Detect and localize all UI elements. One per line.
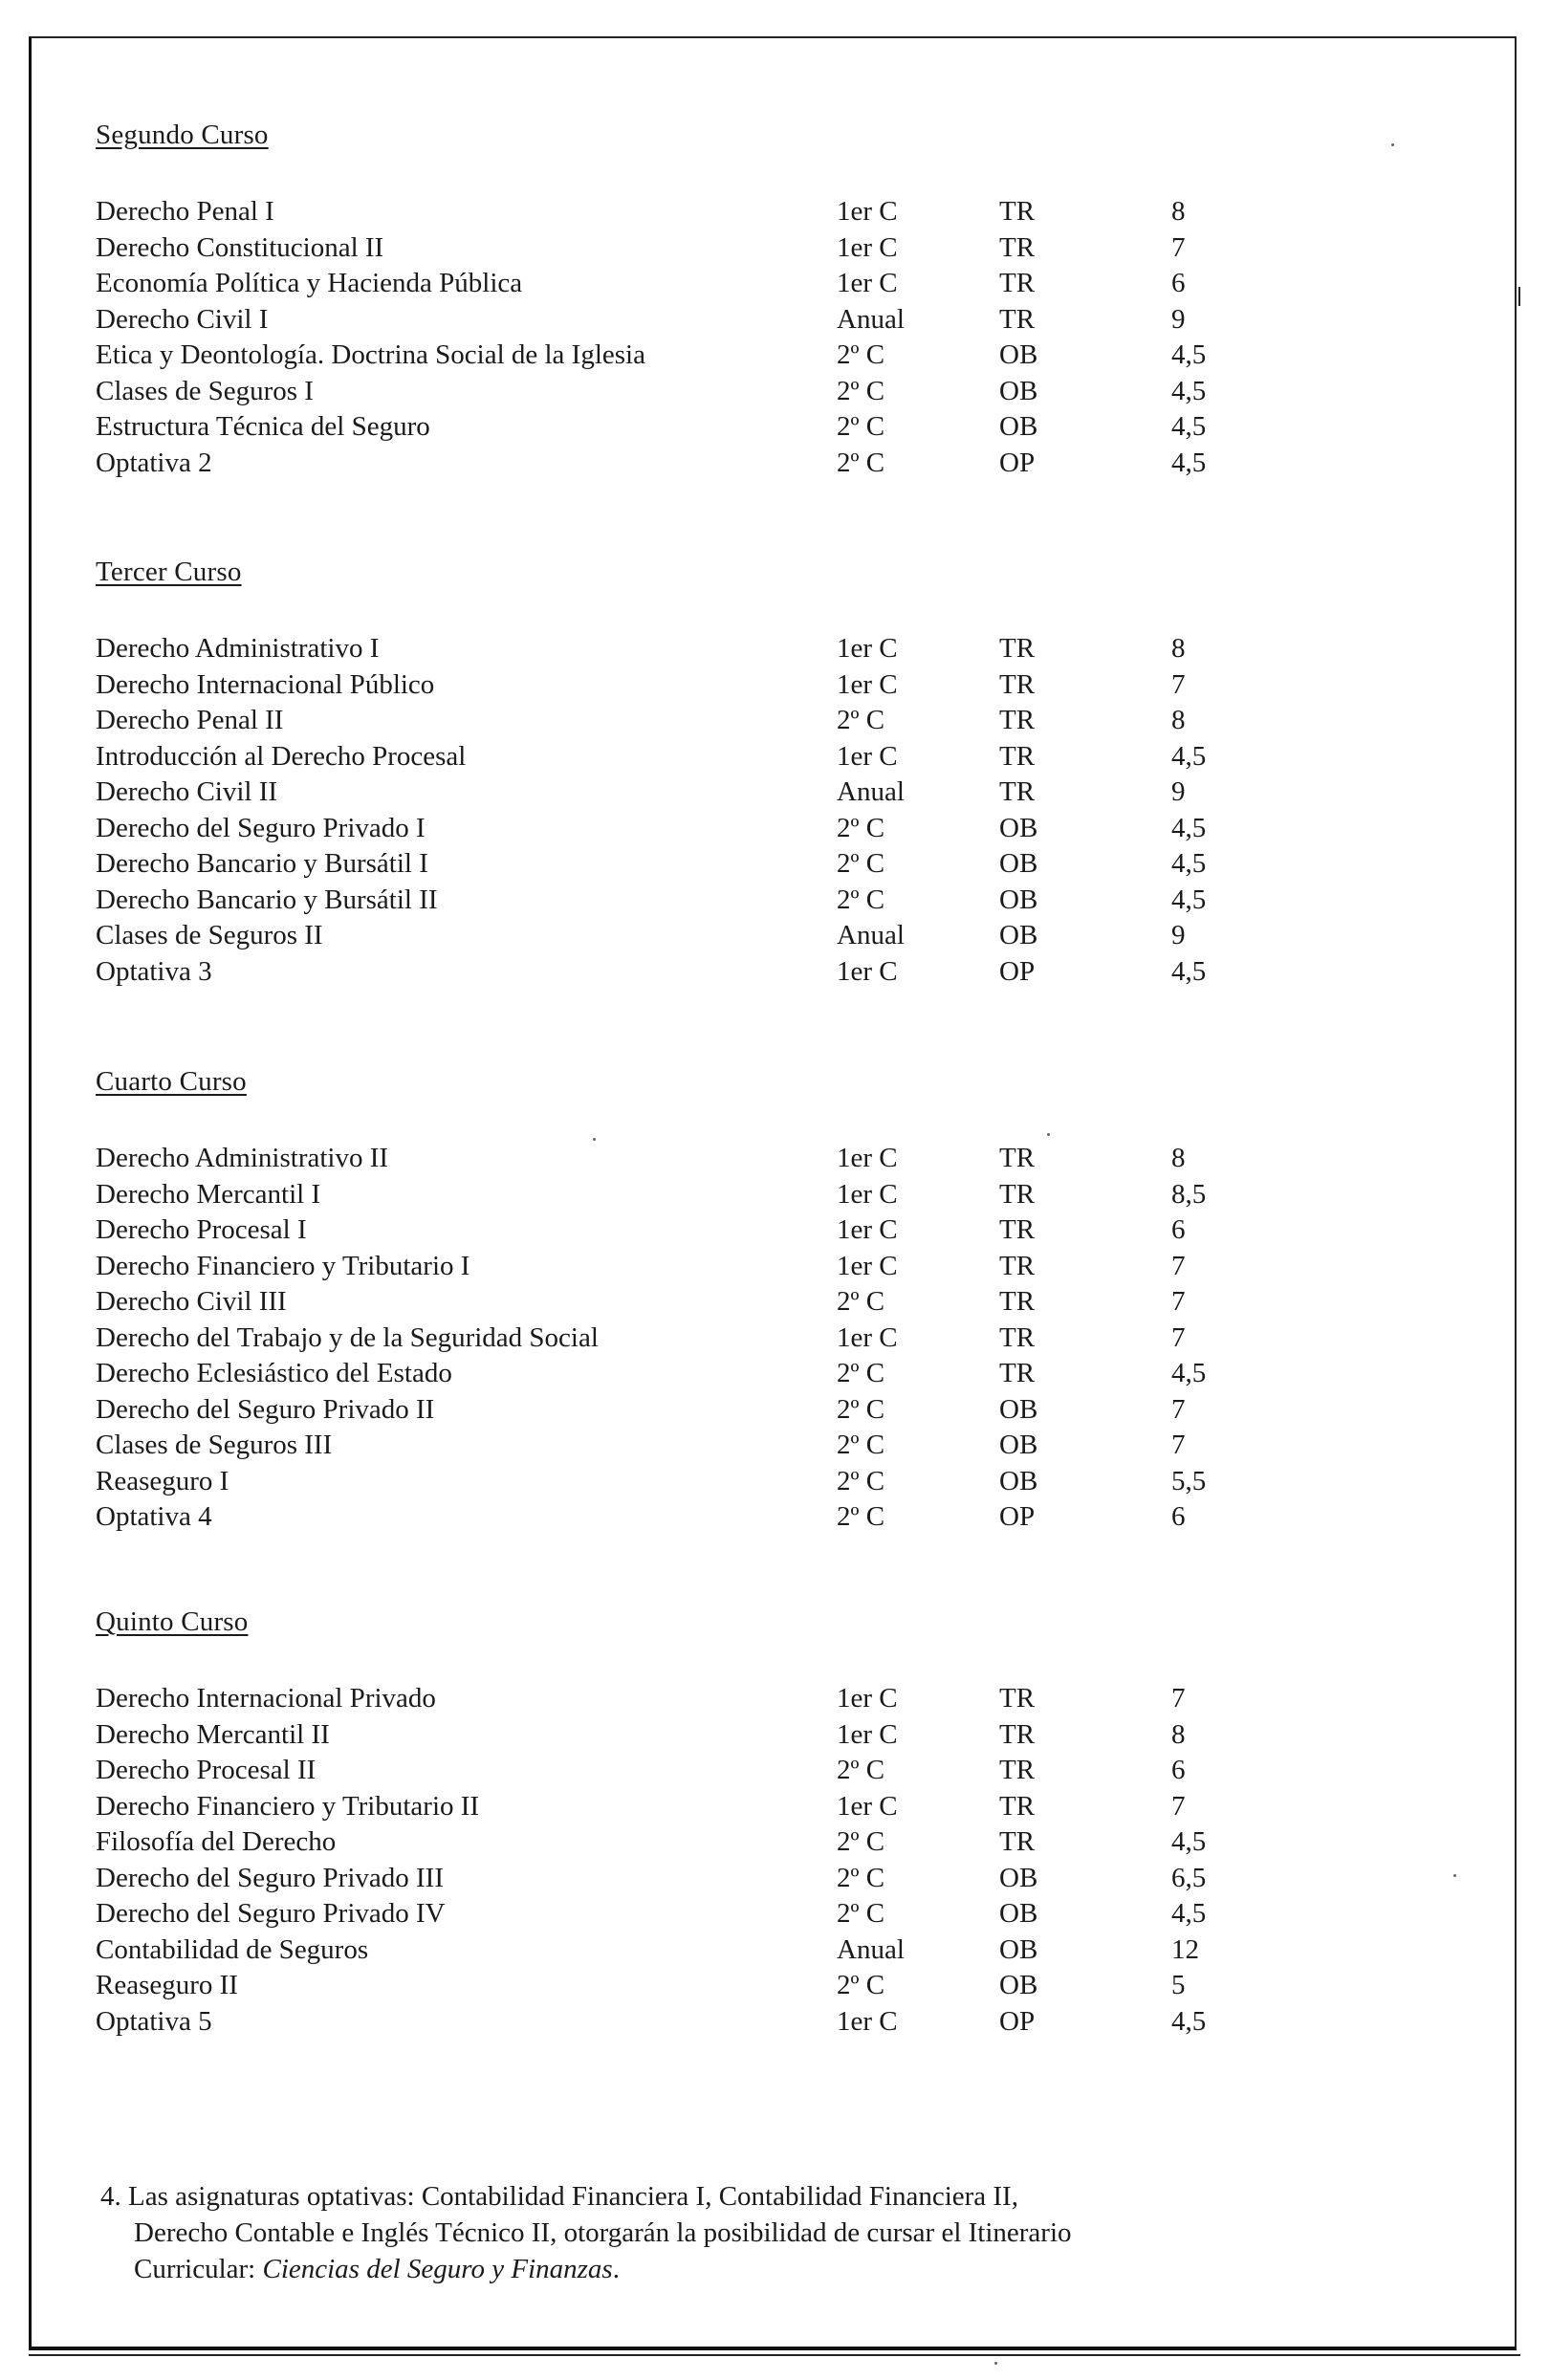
course-row	[0, 848, 1339, 884]
course-row	[0, 813, 1339, 849]
course-credits: 4,5	[1171, 1826, 1207, 1857]
course-subject: Derecho del Seguro Privado III	[96, 1862, 444, 1893]
section-title: Segundo Curso	[96, 120, 269, 150]
course-row	[0, 1179, 1339, 1215]
course-type: OB	[999, 920, 1038, 950]
course-row	[0, 1863, 1339, 1899]
course-type: TR	[999, 303, 1036, 335]
course-period: 2º C	[837, 1430, 885, 1460]
course-credits: 7	[1171, 1430, 1186, 1460]
course-period: 2º C	[837, 447, 885, 478]
course-row	[0, 1501, 1339, 1538]
course-subject: Derecho del Seguro Privado II	[96, 1393, 435, 1425]
course-period: 2º C	[837, 411, 885, 442]
course-credits: 4,5	[1171, 884, 1207, 915]
course-period: 1er C	[837, 196, 898, 227]
course-period: 1er C	[837, 231, 898, 263]
course-type: TR	[999, 705, 1036, 735]
course-row	[0, 1826, 1339, 1863]
course-credits: 4,5	[1171, 1898, 1207, 1929]
course-type: OB	[999, 375, 1038, 406]
course-subject: Derecho del Seguro Privado IV	[96, 1898, 446, 1929]
course-period: 2º C	[837, 884, 885, 915]
course-credits: 4,5	[1171, 339, 1207, 370]
course-period: 2º C	[837, 1970, 885, 2000]
course-type: OP	[999, 955, 1036, 987]
course-subject: Derecho Civil III	[96, 1286, 287, 1317]
course-subject: Derecho Eclesiástico del Estado	[96, 1358, 452, 1388]
course-type: TR	[999, 1178, 1036, 1210]
course-row	[0, 633, 1339, 669]
course-credits: 8	[1171, 633, 1186, 664]
course-type: TR	[999, 1790, 1036, 1822]
course-type: TR	[999, 231, 1036, 263]
course-credits: 7	[1171, 231, 1186, 263]
course-period: 2º C	[837, 705, 885, 735]
course-row	[0, 920, 1339, 956]
course-period: 2º C	[837, 848, 885, 879]
course-period: 2º C	[837, 1898, 885, 1929]
course-row	[0, 1286, 1339, 1322]
course-row	[0, 1322, 1339, 1359]
course-type: OB	[999, 884, 1038, 915]
course-credits: 9	[1171, 920, 1186, 950]
course-type: TR	[999, 668, 1036, 700]
course-type: OP	[999, 1501, 1036, 1532]
course-period: 2º C	[837, 812, 885, 843]
course-credits: 12	[1171, 1933, 1199, 1965]
course-subject: Derecho Penal II	[96, 705, 284, 735]
course-credits: 4,5	[1171, 955, 1207, 987]
course-type: TR	[999, 776, 1036, 807]
course-type: OP	[999, 2005, 1036, 2037]
course-row	[0, 1430, 1339, 1466]
course-credits: 7	[1171, 1286, 1186, 1317]
course-row	[0, 411, 1339, 448]
footnote-line-3-prefix: Curricular:	[134, 2254, 263, 2284]
course-subject: Derecho Administrativo I	[96, 633, 380, 664]
course-row	[0, 304, 1339, 340]
course-credits: 8,5	[1171, 1178, 1207, 1210]
scan-speck	[994, 2362, 997, 2365]
footnote-line-1: 4. Las asignaturas optativas: Contabilidad Financiera I, Contabilidad Financiera II,	[100, 2181, 1018, 2212]
scan-speck	[1047, 1133, 1050, 1136]
course-credits: 7	[1171, 668, 1186, 700]
course-credits: 4,5	[1171, 848, 1207, 879]
course-credits: 7	[1171, 1250, 1186, 1281]
course-credits: 9	[1171, 776, 1186, 807]
course-credits: 4,5	[1171, 740, 1207, 772]
course-subject: Derecho Administrativo II	[96, 1143, 389, 1173]
footnote	[100, 2178, 1248, 2287]
course-row	[0, 956, 1339, 993]
course-period: 1er C	[837, 2005, 898, 2037]
course-subject: Clases de Seguros I	[96, 375, 314, 406]
course-period: 1er C	[837, 668, 898, 700]
course-row	[0, 1143, 1339, 1179]
course-credits: 6	[1171, 1501, 1186, 1532]
course-subject: Derecho Financiero y Tributario II	[96, 1790, 480, 1822]
course-row	[0, 1466, 1339, 1502]
course-type: TR	[999, 268, 1036, 298]
course-type: TR	[999, 740, 1036, 772]
course-type: OB	[999, 1970, 1038, 2000]
scan-speck	[593, 1138, 596, 1141]
course-subject: Derecho Financiero y Tributario I	[96, 1250, 470, 1281]
course-row	[0, 196, 1339, 232]
course-row	[0, 741, 1339, 777]
section-title: Tercer Curso	[96, 557, 242, 587]
section-title: Quinto Curso	[96, 1606, 249, 1637]
course-row	[0, 1358, 1339, 1394]
course-row	[0, 776, 1339, 813]
footnote-line-3-suffix: .	[612, 2254, 620, 2284]
course-type: OB	[999, 1393, 1038, 1425]
course-period: 1er C	[837, 633, 898, 664]
course-subject: Estructura Técnica del Seguro	[96, 411, 430, 442]
course-period: 1er C	[837, 1790, 898, 1822]
course-subject: Optativa 4	[96, 1501, 212, 1532]
course-credits: 4,5	[1171, 447, 1207, 478]
course-subject: Derecho Bancario y Bursátil I	[96, 848, 428, 879]
course-subject: Derecho del Seguro Privado I	[96, 812, 426, 843]
footnote-line-3	[100, 2251, 1248, 2287]
course-period: 2º C	[837, 1501, 885, 1532]
course-credits: 8	[1171, 196, 1186, 227]
course-subject: Etica y Deontología. Doctrina Social de la Iglesia	[96, 339, 645, 370]
course-subject: Derecho Civil I	[96, 303, 269, 335]
course-credits: 8	[1171, 1718, 1186, 1750]
scan-speck	[1453, 1874, 1456, 1877]
course-credits: 4,5	[1171, 375, 1207, 406]
course-row	[0, 884, 1339, 921]
course-period: 1er C	[837, 1718, 898, 1750]
course-period: 1er C	[837, 268, 898, 298]
section-title: Cuarto Curso	[96, 1066, 247, 1097]
course-subject: Derecho Bancario y Bursátil II	[96, 884, 438, 915]
course-type: TR	[999, 1214, 1036, 1245]
course-row	[0, 705, 1339, 741]
course-credits: 4,5	[1171, 812, 1207, 843]
course-credits: 4,5	[1171, 1358, 1207, 1388]
course-row	[0, 339, 1339, 376]
course-period: 2º C	[837, 1358, 885, 1388]
course-subject: Derecho Civil II	[96, 776, 278, 807]
course-type: TR	[999, 1826, 1036, 1857]
course-period: 1er C	[837, 1683, 898, 1714]
course-period: 1er C	[837, 955, 898, 987]
course-row	[0, 1970, 1339, 2006]
course-type: TR	[999, 1358, 1036, 1388]
course-subject: Derecho del Trabajo y de la Seguridad Social	[96, 1321, 599, 1353]
course-credits: 4,5	[1171, 411, 1207, 442]
course-credits: 5	[1171, 1970, 1186, 2000]
course-type: OB	[999, 1862, 1038, 1893]
course-type: OB	[999, 1898, 1038, 1929]
course-type: OB	[999, 1933, 1038, 1965]
course-type: TR	[999, 1143, 1036, 1173]
course-subject: Derecho Mercantil I	[96, 1178, 321, 1210]
course-period: 1er C	[837, 1214, 898, 1245]
course-credits: 8	[1171, 705, 1186, 735]
course-type: TR	[999, 1755, 1036, 1785]
course-subject: Derecho Internacional Privado	[96, 1683, 436, 1714]
bottom-rule	[29, 2354, 1520, 2356]
course-type: OB	[999, 812, 1038, 843]
course-credits: 7	[1171, 1393, 1186, 1425]
course-period: 1er C	[837, 740, 898, 772]
course-type: TR	[999, 1250, 1036, 1281]
right-edge-mark	[1518, 287, 1520, 306]
course-row	[0, 448, 1339, 484]
footnote-line-2: Derecho Contable e Inglés Técnico II, otorgarán la posibilidad de cursar el Itinerario	[134, 2217, 1072, 2248]
course-type: TR	[999, 1718, 1036, 1750]
course-type: TR	[999, 196, 1036, 227]
course-subject: Derecho Procesal I	[96, 1214, 307, 1245]
course-period: Anual	[837, 920, 905, 950]
course-row	[0, 376, 1339, 412]
course-period: 2º C	[837, 1393, 885, 1425]
course-credits: 7	[1171, 1683, 1186, 1714]
course-credits: 6	[1171, 1214, 1186, 1245]
course-period: 2º C	[837, 1465, 885, 1496]
course-subject: Derecho Penal I	[96, 196, 274, 227]
course-credits: 8	[1171, 1143, 1186, 1173]
course-row	[0, 1719, 1339, 1756]
course-period: Anual	[837, 1933, 905, 1965]
course-subject: Reaseguro I	[96, 1465, 229, 1496]
course-period: 2º C	[837, 339, 885, 370]
course-row	[0, 1683, 1339, 1719]
course-row	[0, 1898, 1339, 1934]
course-period: 2º C	[837, 375, 885, 406]
course-type: OB	[999, 848, 1038, 879]
course-row	[0, 1755, 1339, 1791]
course-row	[0, 1251, 1339, 1287]
scan-speck	[1391, 143, 1394, 146]
course-subject: Introducción al Derecho Procesal	[96, 740, 467, 772]
course-type: TR	[999, 1286, 1036, 1317]
course-row	[0, 1214, 1339, 1251]
course-subject: Optativa 5	[96, 2005, 212, 2037]
course-credits: 6	[1171, 1755, 1186, 1785]
course-period: Anual	[837, 303, 905, 335]
course-period: 1er C	[837, 1143, 898, 1173]
course-type: TR	[999, 1683, 1036, 1714]
course-type: TR	[999, 1321, 1036, 1353]
course-credits: 9	[1171, 303, 1186, 335]
course-credits: 4,5	[1171, 2005, 1207, 2037]
course-period: Anual	[837, 776, 905, 807]
course-row	[0, 268, 1339, 304]
course-type: OP	[999, 447, 1036, 478]
course-type: TR	[999, 633, 1036, 664]
course-subject: Clases de Seguros II	[96, 920, 323, 950]
course-type: OB	[999, 1430, 1038, 1460]
course-credits: 6,5	[1171, 1862, 1207, 1893]
course-subject: Derecho Internacional Público	[96, 668, 435, 700]
course-period: 2º C	[837, 1826, 885, 1857]
course-period: 2º C	[837, 1755, 885, 1785]
course-subject: Reaseguro II	[96, 1970, 238, 2000]
course-subject: Contabilidad de Seguros	[96, 1933, 369, 1965]
course-subject: Derecho Constitucional II	[96, 231, 384, 263]
course-type: OB	[999, 339, 1038, 370]
course-subject: Derecho Procesal II	[96, 1755, 317, 1785]
course-credits: 5,5	[1171, 1465, 1207, 1496]
course-row	[0, 1394, 1339, 1430]
course-row	[0, 1934, 1339, 1971]
course-type: OB	[999, 411, 1038, 442]
course-subject: Derecho Mercantil II	[96, 1718, 330, 1750]
course-row	[0, 669, 1339, 706]
itinerary-name: Ciencias del Seguro y Finanzas	[262, 2254, 613, 2284]
course-period: 1er C	[837, 1178, 898, 1210]
course-period: 2º C	[837, 1862, 885, 1893]
course-subject: Economía Política y Hacienda Pública	[96, 268, 523, 298]
course-credits: 7	[1171, 1321, 1186, 1353]
course-row	[0, 2006, 1339, 2042]
course-row	[0, 1791, 1339, 1827]
course-subject: Filosofía del Derecho	[96, 1826, 337, 1857]
course-subject: Optativa 2	[96, 447, 212, 478]
course-period: 1er C	[837, 1250, 898, 1281]
course-credits: 7	[1171, 1790, 1186, 1822]
course-period: 1er C	[837, 1321, 898, 1353]
course-subject: Clases de Seguros III	[96, 1430, 333, 1460]
course-period: 2º C	[837, 1286, 885, 1317]
course-credits: 6	[1171, 268, 1186, 298]
course-row	[0, 232, 1339, 269]
course-subject: Optativa 3	[96, 955, 212, 987]
course-type: OB	[999, 1465, 1038, 1496]
